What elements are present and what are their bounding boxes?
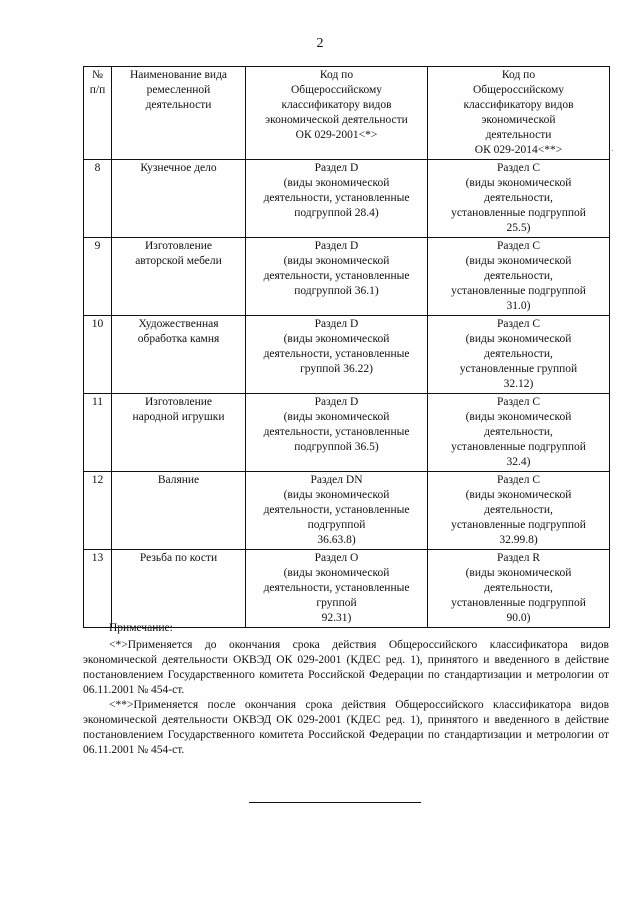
scan-artifact: [612, 150, 613, 151]
okved-2014-code: Раздел C (виды экономической деятельности, установленные группой 32.12): [428, 316, 610, 394]
okved-2014-code: Раздел C (виды экономической деятельности, установленные подгруппой 31.0): [428, 238, 610, 316]
classification-table: [83, 66, 610, 628]
table-row: [84, 550, 610, 628]
okved-2001-code: Раздел D (виды экономической деятельности, установленные группой 36.22): [246, 316, 428, 394]
activity-name: Кузнечное дело: [112, 160, 246, 238]
footnote-2: <**>Применяется после окончания срока действия Общероссийского классификатора видов экономической деятельности ОКВЭД ОК 029-2001 (КДЕС ред. 1), принятого и введенного в действие постановлением Государственного комитета Российской Федерации по стандартизации и метрологии от 06.11.2001 № 454-ст.: [83, 699, 609, 756]
okved-2001-code: Раздел D (виды экономической деятельности, установленные подгруппой 36.5): [246, 394, 428, 472]
okved-2014-code: Раздел C (виды экономической деятельности, установленные подгруппой 25.5): [428, 160, 610, 238]
row-number: 9: [84, 238, 112, 316]
notes-title: Примечание:: [109, 622, 173, 634]
okved-2014-code: Раздел R (виды экономической деятельности, установленные подгруппой 90.0): [428, 550, 610, 628]
header-activity-name: Наименование вида ремесленной деятельности: [112, 67, 246, 160]
table-header-row: [84, 67, 610, 160]
okved-2001-code: Раздел O (виды экономической деятельности, установленные группой 92.31): [246, 550, 428, 628]
okved-2001-code: Раздел DN (виды экономической деятельности, установленные подгруппой 36.63.8): [246, 472, 428, 550]
table-row: [84, 238, 610, 316]
activity-name: Изготовление авторской мебели: [112, 238, 246, 316]
end-divider: [249, 802, 421, 803]
activity-name: Художественная обработка камня: [112, 316, 246, 394]
row-number: 8: [84, 160, 112, 238]
header-okved-2014: Код по Общероссийскому классификатору видов экономической деятельности ОК 029-2014<**>: [428, 67, 610, 160]
table-row: [84, 160, 610, 238]
row-number: 10: [84, 316, 112, 394]
activity-name: Валяние: [112, 472, 246, 550]
row-number: 13: [84, 550, 112, 628]
footnote-1: <*>Применяется до окончания срока действия Общероссийского классификатора видов экономической деятельности ОКВЭД ОК 029-2001 (КДЕС ред. 1), принятого и введенного в действие постановлением Государственного комитета Российской Федерации по стандартизации и метрологии от 06.11.2001 № 454-ст.: [83, 639, 609, 696]
okved-2014-code: Раздел C (виды экономической деятельности, установленные подгруппой 32.99.8): [428, 472, 610, 550]
table-row: [84, 316, 610, 394]
activity-name: Изготовление народной игрушки: [112, 394, 246, 472]
page-number: 2: [316, 36, 324, 51]
activity-name: Резьба по кости: [112, 550, 246, 628]
row-number: 12: [84, 472, 112, 550]
table-row: [84, 472, 610, 550]
notes-section: [83, 621, 609, 758]
header-okved-2001: Код по Общероссийскому классификатору видов экономической деятельности ОК 029-2001<*>: [246, 67, 428, 160]
row-number: 11: [84, 394, 112, 472]
header-number: № п/п: [84, 67, 112, 160]
okved-2001-code: Раздел D (виды экономической деятельности, установленные подгруппой 28.4): [246, 160, 428, 238]
okved-2014-code: Раздел C (виды экономической деятельности, установленные подгруппой 32.4): [428, 394, 610, 472]
okved-2001-code: Раздел D (виды экономической деятельности, установленные подгруппой 36.1): [246, 238, 428, 316]
table-row: [84, 394, 610, 472]
